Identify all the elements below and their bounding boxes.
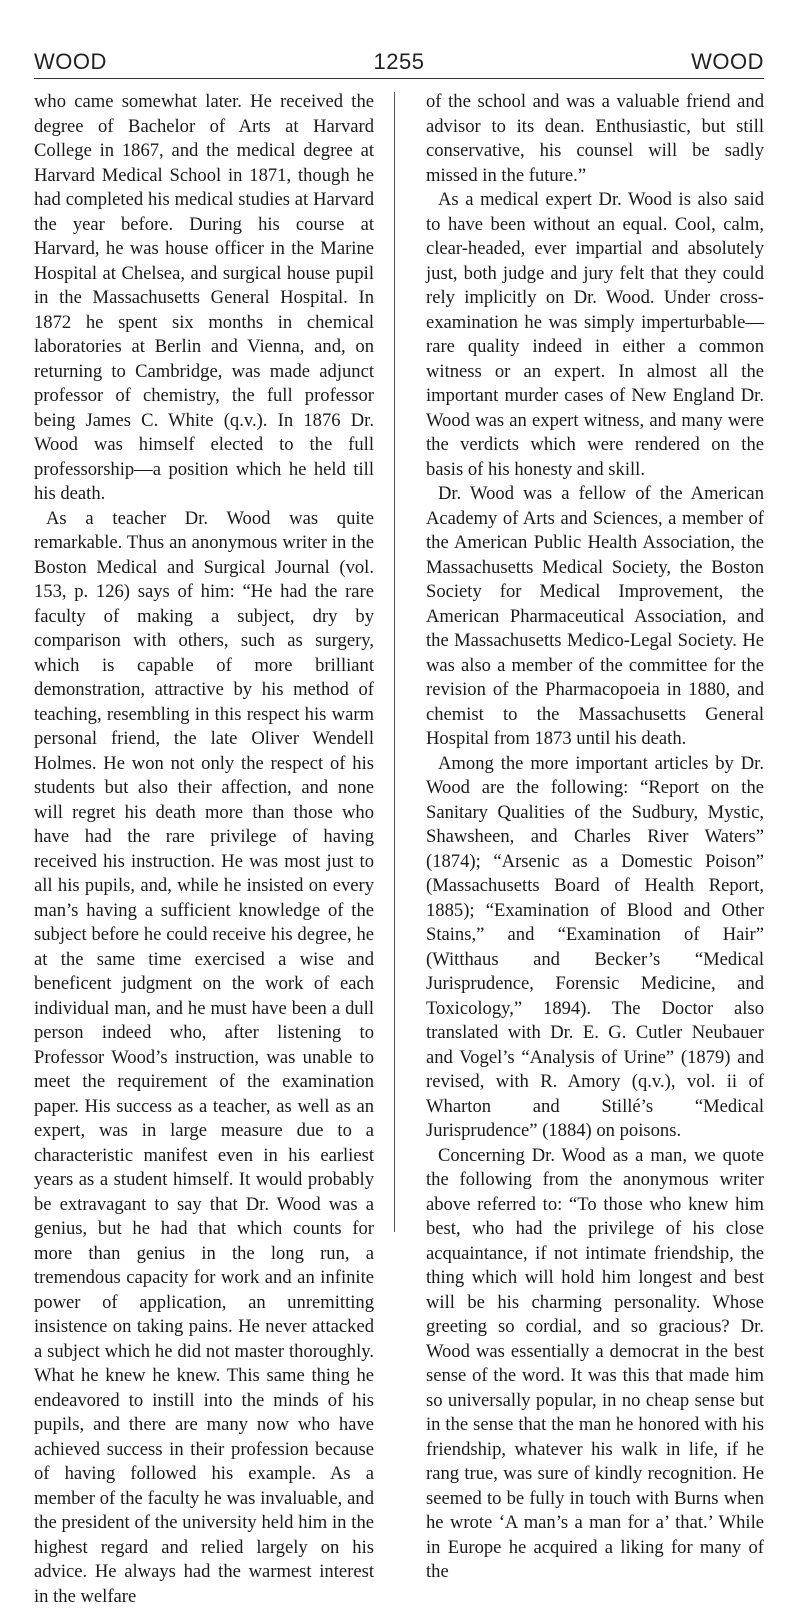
- right-column: [426, 90, 764, 1235]
- header-left-word: WOOD: [34, 49, 107, 75]
- header-right-word: WOOD: [691, 49, 764, 75]
- running-head: [34, 50, 764, 74]
- left-paragraph-1: who came somewhat later. He received the degree of Bachelor of Arts at Harvard College in 1867, and the medical degree at Harvard Medical School in 1871, though he had completed his medical studies at Harvard the year before. During his course at Harvard, he was house officer in the Marine Hospital at Chelsea, and surgical house pupil in the Massachusetts General Hospital. In 1872 he spent six months in chemical laboratories at Berlin and Vienna, and, on returning to Cambridge, was made adjunct professor of chemistry, the full professor being James C. White (q.v.). In 1876 Dr. Wood was himself elected to the full professorship—a position which he held till his death.: [34, 90, 374, 507]
- right-paragraph-2: As a medical expert Dr. Wood is also said to have been without an equal. Cool, calm, clear-headed, ever impartial and absolutely just, both judge and jury felt that they could rely implicitly on Dr. Wood. Under cross-examination he was simply imperturbable—rare quality indeed in either a common witness or an expert. In almost all the important murder cases of New England Dr. Wood was an expert witness, and many were the verdicts which were rendered on the basis of his honesty and skill.: [426, 188, 764, 482]
- right-paragraph-1: of the school and was a valuable friend and advisor to its dean. Enthusiastic, but still conservative, his counsel will be sadly missed in the future.”: [426, 90, 764, 188]
- header-rule: [34, 78, 764, 79]
- right-paragraph-4: Among the more important articles by Dr. Wood are the following: “Report on the Sanitary Qualities of the Sudbury, Mystic, Shawsheen, and Charles River Waters” (1874); “Arsenic as a Domestic Poison” (Massachusetts Board of Health Report, 1885); “Examination of Blood and Other Stains,” and “Examination of Hair” (Witthaus and Becker’s “Medical Jurisprudence, Forensic Medicine, and Toxicology,” 1894). The Doctor also translated with Dr. E. G. Cutler Neubauer and Vogel’s “Analysis of Urine” (1879) and revised, with R. Amory (q.v.), vol. ii of Wharton and Stillé’s “Medical Jurisprudence” (1884) on poisons.: [426, 752, 764, 1144]
- column-divider: [394, 92, 395, 1232]
- left-column: [34, 90, 374, 1235]
- right-paragraph-5: Concerning Dr. Wood as a man, we quote the following from the anonymous writer above referred to: “To those who knew him best, who had the privilege of his close acquaintance, if not intimate friendship, the thing which will hold him longest and best will be his charming personality. Whose greeting so cordial, and so gracious? Dr. Wood was essentially a democrat in the best sense of the word. It was this that made him so universally popular, in no cheap sense but in the sense that the man he honored with his friendship, whatever his walk in life, if he rang true, was sure of kindly recognition. He seemed to be fully in touch with Burns when he wrote ‘A man’s a man for a’ that.’ While in Europe he acquired a liking for many of the: [426, 1144, 764, 1585]
- page-number: 1255: [374, 49, 425, 75]
- right-paragraph-3: Dr. Wood was a fellow of the American Academy of Arts and Sciences, a member of the American Public Health Association, the Massachusetts Medical Society, the Boston Society for Medical Improvement, the American Pharmaceutical Association, and the Massachusetts Medico-Legal Society. He was also a member of the committee for the revision of the Pharmacopoeia in 1880, and chemist to the Massachusetts General Hospital from 1873 until his death.: [426, 482, 764, 752]
- left-paragraph-2: As a teacher Dr. Wood was quite remarkable. Thus an anonymous writer in the Boston Medical and Surgical Journal (vol. 153, p. 126) says of him: “He had the rare faculty of making a subject, dry by comparison with others, such as surgery, which is capable of more brilliant demonstration, attractive by his method of teaching, resembling in this respect his warm personal friend, the late Oliver Wendell Holmes. He won not only the respect of his students but also their affection, and none will regret his death more than those who have had the rare privilege of having received his instruction. He was most just to all his pupils, and, while he insisted on every man’s having a sufficient knowledge of the subject before he could receive his degree, he at the same time exercised a wise and beneficent judgment on the work of each individual man, and he must have been a dull person indeed who, after listening to Professor Wood’s instruction, was unable to meet the requirement of the examination paper. His success as a teacher, as well as an expert, was in large measure due to a characteristic manifest even in his earliest years as a student himself. It would probably be extravagant to say that Dr. Wood was a genius, but he had that which counts for more than genius in the long run, a tremendous capacity for work and an infinite power of application, an unremitting insistence on taking pains. He never attacked a subject which he did not master thoroughly. What he knew he knew. This same thing he endeavored to instill into the minds of his pupils, and there are many now who have achieved success in their profession because of having followed his example. As a member of the faculty he was invaluable, and the president of the university held him in the highest regard and relied largely on his advice. He always had the warmest interest in the welfare: [34, 507, 374, 1609]
